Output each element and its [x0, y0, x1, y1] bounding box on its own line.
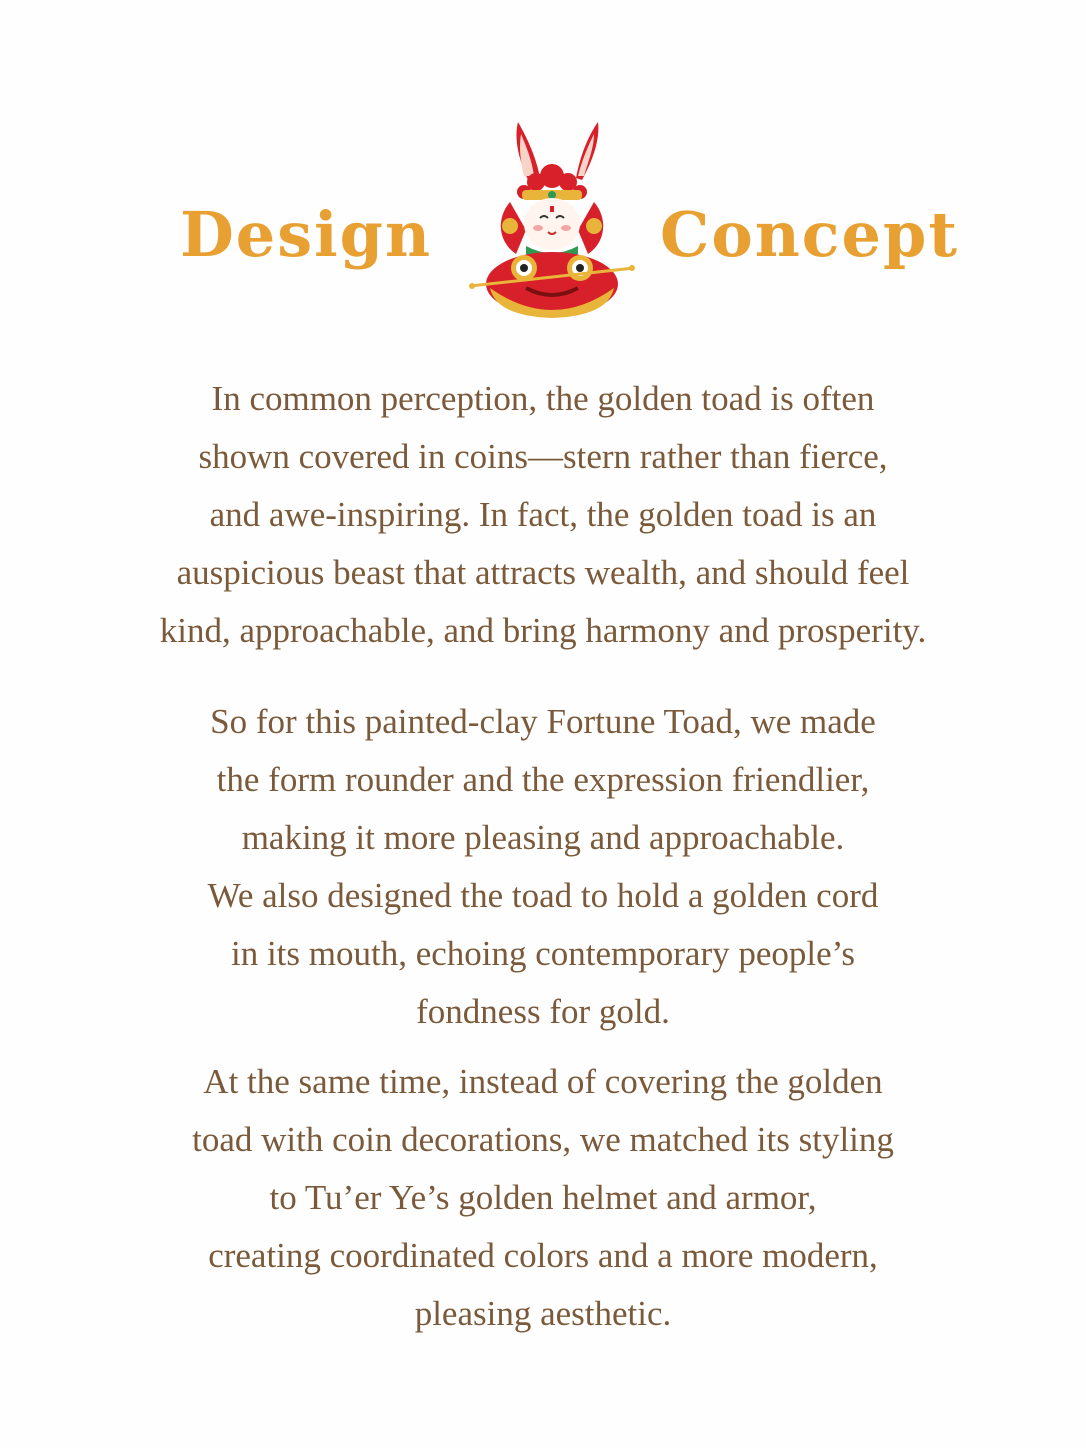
title-row [0, 110, 1086, 320]
paragraph-line: the form rounder and the expression friendlier, [216, 760, 870, 799]
paragraph-2 [60, 693, 1026, 1041]
paragraph-line: At the same time, instead of covering the golden [203, 1062, 883, 1101]
paragraph-line: toad with coin decorations, we matched its styling [192, 1120, 894, 1159]
paragraph-3 [60, 1053, 1026, 1343]
rabbit-on-golden-toad-icon [466, 118, 638, 318]
title-left-word: Design [180, 198, 433, 271]
title-right-word: Concept [660, 198, 959, 271]
paragraph-line: making it more pleasing and approachable. [241, 818, 845, 857]
paragraph-line: and awe-inspiring. In fact, the golden toad is an [209, 495, 877, 534]
paragraph-line: auspicious beast that attracts wealth, and should feel [176, 553, 910, 592]
paragraph-line: kind, approachable, and bring harmony and prosperity. [159, 611, 927, 650]
paragraph-line: shown covered in coins—stern rather than fierce, [198, 437, 888, 476]
paragraph-line: fondness for gold. [416, 992, 670, 1031]
paragraph-line: In common perception, the golden toad is often [211, 379, 875, 418]
paragraph-line: creating coordinated colors and a more modern, [208, 1236, 878, 1275]
paragraph-line: So for this painted-clay Fortune Toad, we made [210, 702, 876, 741]
paragraph-line: pleasing aesthetic. [414, 1294, 672, 1333]
paragraph-1 [60, 370, 1026, 660]
paragraph-line: We also designed the toad to hold a golden cord [207, 876, 879, 915]
paragraph-line: in its mouth, echoing contemporary people’s [230, 934, 856, 973]
paragraph-line: to Tu’er Ye’s golden helmet and armor, [269, 1178, 817, 1217]
